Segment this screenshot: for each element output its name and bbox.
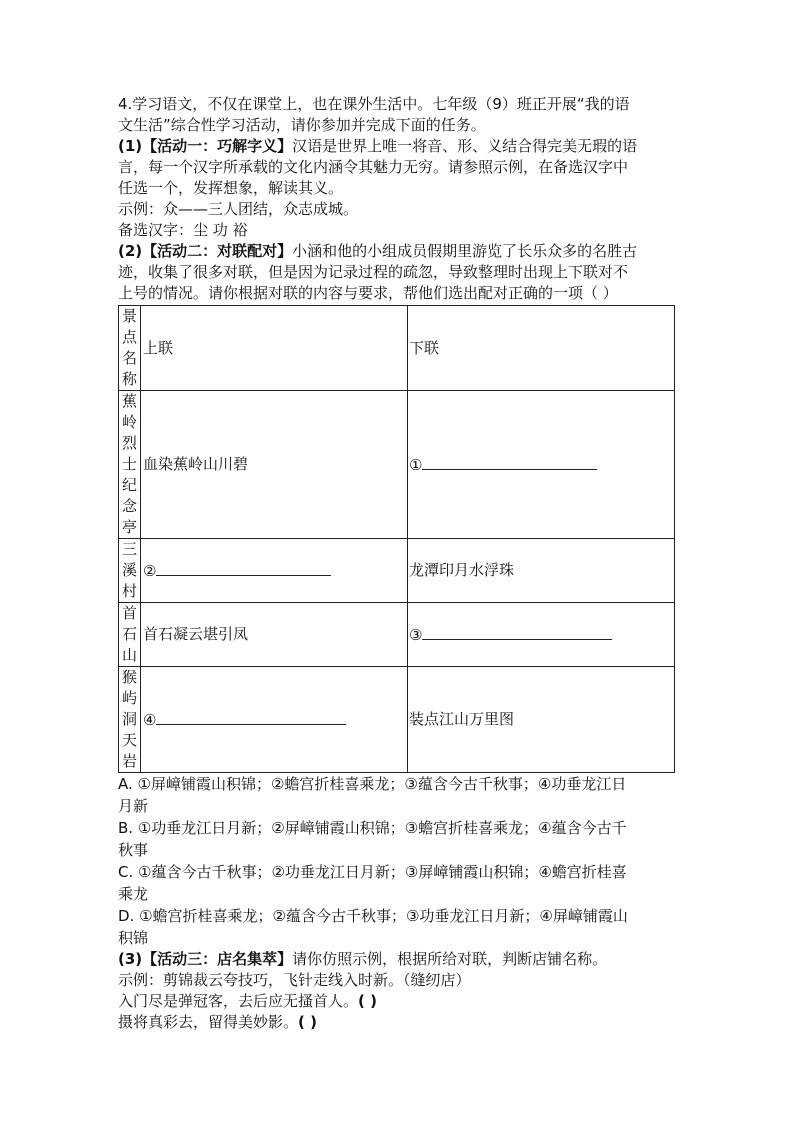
place-char: 景 xyxy=(121,307,137,325)
item1-text: 入门尽是弹冠客，去后应无搔首人。 xyxy=(118,992,359,1010)
blank-number: ② xyxy=(143,561,157,580)
activity1-text-line3: 任选一个，发挥想象，解读其义。 xyxy=(118,179,344,197)
place-cell xyxy=(119,603,141,667)
activity1-paragraph xyxy=(118,136,678,157)
option-b-line2[interactable]: 秋事 xyxy=(118,841,149,859)
place-char: 称 xyxy=(121,370,137,388)
place-char: 点 xyxy=(121,328,137,346)
table-row xyxy=(119,667,675,773)
question-page xyxy=(118,94,678,1033)
table-row xyxy=(119,539,675,603)
option-c-line2[interactable]: 乘龙 xyxy=(118,885,149,903)
place-char: 屿 xyxy=(121,689,137,707)
activity1-text-line1: 汉语是世界上唯一将音、形、义结合得完美无瑕的语 xyxy=(292,137,638,155)
activity1-label: (1)【活动一：巧解字义】 xyxy=(118,137,293,155)
place-char: 纪 xyxy=(121,476,137,494)
place-char: 猴 xyxy=(121,668,137,686)
activity3-label: (3)【活动三：店名集萃】 xyxy=(118,950,293,968)
option-a-line2[interactable]: 月新 xyxy=(118,797,149,815)
upper-couplet-cell: 首石凝云堪引凤 xyxy=(141,603,408,667)
place-cell xyxy=(119,391,141,539)
upper-couplet-cell xyxy=(141,539,408,603)
activity2-text-line2: 迹，收集了很多对联，但是因为记录过程的疏忽，导致整理时出现上下联对不 xyxy=(118,263,629,281)
place-char: 岭 xyxy=(121,413,137,431)
activity2-label: (2)【活动二：对联配对】 xyxy=(118,242,293,260)
place-char: 溪 xyxy=(121,561,137,579)
place-char: 蕉 xyxy=(121,392,137,410)
lower-couplet-cell xyxy=(408,391,675,539)
place-char: 山 xyxy=(121,646,137,664)
place-cell xyxy=(119,667,141,773)
couplet-table xyxy=(118,305,675,773)
activity3-item1 xyxy=(118,991,678,1012)
activity3-item2 xyxy=(118,1012,678,1033)
item2-text: 摄将真彩去，留得美妙影。 xyxy=(118,1013,299,1031)
question-intro-line1: 4.学习语文，不仅在课堂上，也在课外生活中。七年级（9）班正开展“我的语 xyxy=(118,95,630,113)
place-char: 念 xyxy=(121,497,137,515)
place-char: 石 xyxy=(121,625,137,643)
place-char: 烈 xyxy=(121,434,137,452)
place-char: 首 xyxy=(121,604,137,622)
lower-couplet-cell xyxy=(408,603,675,667)
answer-blank-4[interactable] xyxy=(156,709,346,725)
activity3-text: 请你仿照示例，根据所给对联，判断店铺名称。 xyxy=(292,950,608,968)
blank-number: ① xyxy=(409,455,423,474)
option-d-line2[interactable]: 积锦 xyxy=(118,929,149,947)
header-lower-cell: 下联 xyxy=(408,306,675,391)
place-char: 岩 xyxy=(121,752,137,770)
options-list xyxy=(118,773,678,949)
header-place-cell xyxy=(119,306,141,391)
place-char: 亭 xyxy=(121,518,137,536)
answer-blank-1[interactable] xyxy=(422,454,597,470)
table-row xyxy=(119,603,675,667)
lower-couplet-cell: 龙潭印月水浮珠 xyxy=(408,539,675,603)
table-row xyxy=(119,391,675,539)
option-d-line1[interactable]: D. ①蟾宫折桂喜乘龙；②蕴含今古千秋事；③功垂龙江日月新；④屏嶂铺霞山 xyxy=(118,907,628,925)
place-char: 士 xyxy=(121,455,137,473)
place-char: 洞 xyxy=(121,710,137,728)
header-upper-cell: 上联 xyxy=(141,306,408,391)
option-a-line1[interactable]: A. ①屏嶂铺霞山积锦；②蟾宫折桂喜乘龙；③蕴含今古千秋事；④功垂龙江日 xyxy=(118,775,627,793)
option-b-line1[interactable]: B. ①功垂龙江日月新；②屏嶂铺霞山积锦；③蟾宫折桂喜乘龙；④蕴含今古千 xyxy=(118,819,627,837)
blank-number: ③ xyxy=(409,625,423,644)
place-cell xyxy=(119,539,141,603)
place-char: 三 xyxy=(121,540,137,558)
answer-blank-2[interactable] xyxy=(156,560,331,576)
place-char: 天 xyxy=(121,731,137,749)
question-intro-line2: 文生活”综合性学习活动，请你参加并完成下面的任务。 xyxy=(118,116,486,134)
activity3-example: 示例：剪锦裁云夸技巧，飞针走线入时新。（缝纫店） xyxy=(118,971,471,989)
activity1-example: 示例：众——三人团结，众志成城。 xyxy=(118,200,359,218)
place-char: 名 xyxy=(121,349,137,367)
table-header-row xyxy=(119,306,675,391)
activity1-candidates: 备选汉字：尘 功 裕 xyxy=(118,221,248,239)
item1-answer-paren[interactable]: ( ) xyxy=(358,992,377,1010)
answer-blank-3[interactable] xyxy=(422,624,612,640)
activity1-text-line2: 言，每一个汉字所承载的文化内涵令其魅力无穷。请参照示例，在备选汉字中 xyxy=(118,158,629,176)
activity2-text-line1: 小涵和他的小组成员假期里游览了长乐众多的名胜古 xyxy=(292,242,638,260)
activity2-paragraph xyxy=(118,241,678,262)
option-c-line1[interactable]: C. ①蕴含今古千秋事；②功垂龙江日月新；③屏嶂铺霞山积锦；④蟾宫折桂喜 xyxy=(118,863,627,881)
place-char: 村 xyxy=(121,582,137,600)
item2-answer-paren[interactable]: ( ) xyxy=(298,1013,317,1031)
blank-number: ④ xyxy=(143,710,157,729)
upper-couplet-cell xyxy=(141,667,408,773)
activity2-text-line3: 上号的情况。请你根据对联的内容与要求，帮他们选出配对正确的一项（ ） xyxy=(118,284,618,302)
upper-couplet-cell: 血染蕉岭山川碧 xyxy=(141,391,408,539)
activity3-paragraph xyxy=(118,949,678,970)
lower-couplet-cell: 装点江山万里图 xyxy=(408,667,675,773)
